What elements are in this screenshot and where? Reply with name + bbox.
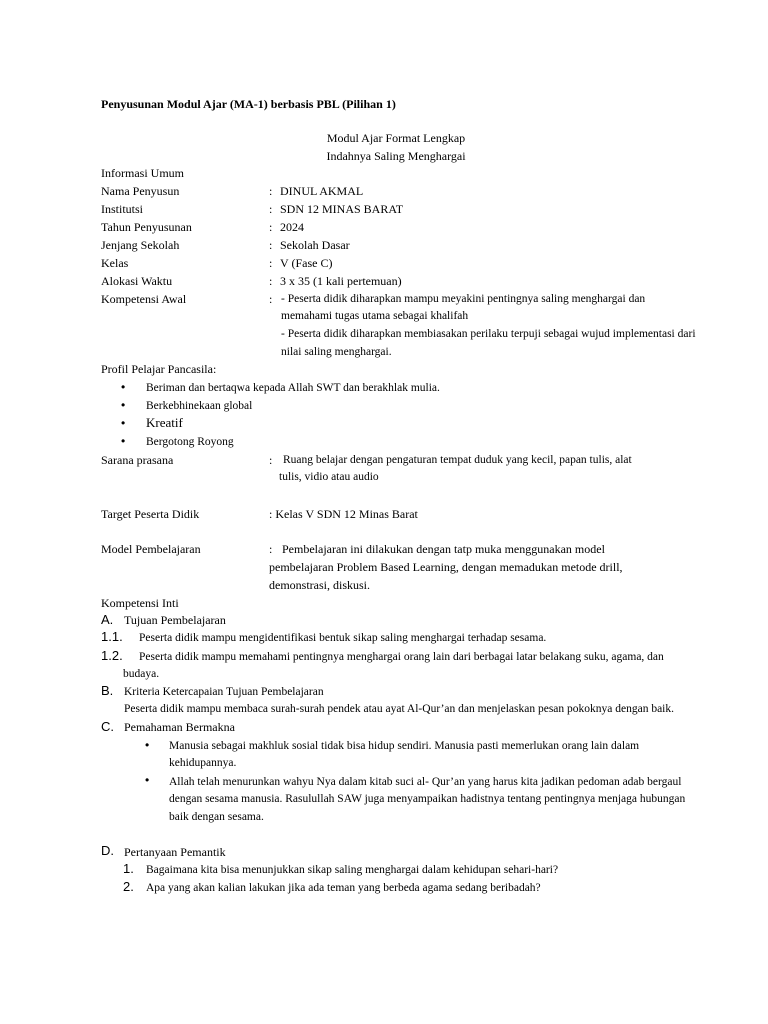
objective-text-cont: budaya. — [123, 668, 160, 680]
understanding-line: Manusia sebagai makhluk sosial tidak bisa hidup sendiri. Manusia pasti memerlukan orang lain dalam — [169, 740, 640, 752]
profil-item: Beriman dan bertaqwa kepada Allah SWT dan berakhlak mulia. — [146, 382, 440, 394]
info-label: Tahun Penyusunan — [101, 220, 192, 234]
section-d-marker: D. — [101, 843, 114, 858]
kompetensi-awal-label: Kompetensi Awal — [101, 292, 187, 306]
section-c-marker: C. — [101, 719, 114, 734]
info-label: Kelas — [101, 256, 129, 270]
info-separator: : — [269, 202, 273, 216]
model-line: pembelajaran Problem Based Learning, dengan memadukan metode drill, — [269, 560, 623, 574]
info-value: 3 x 35 (1 kali pertemuan) — [280, 274, 402, 288]
question-text: Apa yang akan kalian lakukan jika ada teman yang berbeda agama sedang beribadah? — [146, 882, 541, 894]
bullet-icon: • — [121, 434, 126, 448]
kompetensi-inti-heading: Kompetensi Inti — [101, 596, 179, 610]
section-b-title: Kriteria Ketercapaian Tujuan Pembelajaran — [124, 686, 324, 698]
info-value: V (Fase C) — [280, 256, 333, 270]
sarana-label: Sarana prasana — [101, 453, 174, 467]
info-separator: : — [269, 184, 273, 198]
bullet-icon: • — [121, 398, 126, 412]
sarana-line: tulis, vidio atau audio — [279, 471, 379, 483]
understanding-line: kehidupannya. — [169, 757, 237, 769]
bullet-icon: • — [121, 416, 126, 430]
kompetensi-awal-line: - Peserta didik diharapkan mampu meyakini pentingnya saling menghargai dan — [281, 293, 646, 305]
info-value: 2024 — [280, 220, 304, 234]
kompetensi-awal-line: memahami tugas utama sebagai khalifah — [281, 310, 469, 322]
question-number: 1. — [123, 861, 134, 876]
model-separator: : — [269, 542, 273, 556]
model-line: Pembelajaran ini dilakukan dengan tatp muka menggunakan model — [282, 542, 605, 556]
bullet-icon: • — [145, 773, 150, 787]
kompetensi-awal-separator: : — [269, 292, 273, 306]
section-a-marker: A. — [101, 612, 114, 627]
section-b-text: Peserta didik mampu membaca surah-surah pendek atau ayat Al-Qur’an dan menjelaskan pesan pokoknya dengan baik. — [124, 703, 675, 715]
bullet-icon: • — [145, 738, 150, 752]
info-separator: : — [269, 238, 273, 252]
info-value: SDN 12 MINAS BARAT — [280, 202, 404, 216]
info-label: Institutsi — [101, 202, 144, 216]
question-text: Bagaimana kita bisa menunjukkan sikap saling menghargai dalam kehidupan sehari-hari? — [146, 864, 559, 876]
objective-number: 1.2. — [101, 648, 123, 663]
section-b-marker: B. — [101, 683, 114, 698]
info-label: Jenjang Sekolah — [101, 238, 180, 252]
info-separator: : — [269, 274, 273, 288]
info-value: DINUL AKMAL — [280, 184, 364, 198]
bullet-icon: • — [121, 380, 126, 394]
sarana-line: Ruang belajar dengan pengaturan tempat duduk yang kecil, papan tulis, alat — [283, 454, 632, 466]
model-line: demonstrasi, diskusi. — [269, 578, 370, 592]
section-c-title: Pemahaman Bermakna — [124, 720, 235, 734]
objective-number: 1.1. — [101, 629, 123, 644]
info-value: Sekolah Dasar — [280, 238, 350, 252]
objective-text: Peserta didik mampu mengidentifikasi bentuk sikap saling menghargai terhadap sesama. — [139, 632, 547, 644]
target-label: Target Peserta Didik — [101, 507, 200, 521]
info-label: Alokasi Waktu — [101, 274, 173, 288]
objective-text: Peserta didik mampu memahami pentingnya menghargai orang lain dari berbagai latar belakang suku, agama, dan — [139, 651, 664, 663]
module-subtitle: Modul Ajar Format Lengkap — [326, 131, 466, 145]
target-value: : Kelas V SDN 12 Minas Barat — [269, 507, 418, 521]
question-number: 2. — [123, 879, 134, 894]
kompetensi-awal-line: nilai saling menghargai. — [281, 346, 392, 358]
info-label: Nama Penyusun — [101, 184, 180, 198]
understanding-line: baik dengan sesama. — [169, 811, 264, 823]
info-separator: : — [269, 220, 273, 234]
document-title: Penyusunan Modul Ajar (MA-1) berbasis PBL (Pilihan 1) — [101, 97, 396, 111]
understanding-line: Allah telah menurunkan wahyu Nya dalam kitab suci al- Qur’an yang harus kita jadikan pedoman adab bergaul — [169, 776, 682, 788]
profil-item: Bergotong Royong — [146, 436, 234, 448]
general-info-heading: Informasi Umum — [101, 166, 184, 180]
section-a-title: Tujuan Pembelajaran — [124, 613, 226, 627]
profil-item: Berkebhinekaan global — [146, 400, 253, 412]
module-theme: Indahnya Saling Menghargai — [326, 149, 466, 163]
section-d-title: Pertanyaan Pemantik — [124, 845, 226, 859]
info-separator: : — [269, 256, 273, 270]
understanding-line: dengan sesama manusia. Rasulullah SAW juga menyampaikan hadistnya tentang pentingnya menjaga hubungan — [169, 793, 686, 805]
kompetensi-awal-line: - Peserta didik diharapkan membiasakan perilaku terpuji sebagai wujud implementasi dari — [281, 328, 696, 340]
profil-item: Kreatif — [146, 415, 183, 430]
sarana-separator: : — [269, 453, 273, 467]
profil-heading: Profil Pelajar Pancasila: — [101, 362, 217, 376]
model-label: Model Pembelajaran — [101, 542, 201, 556]
